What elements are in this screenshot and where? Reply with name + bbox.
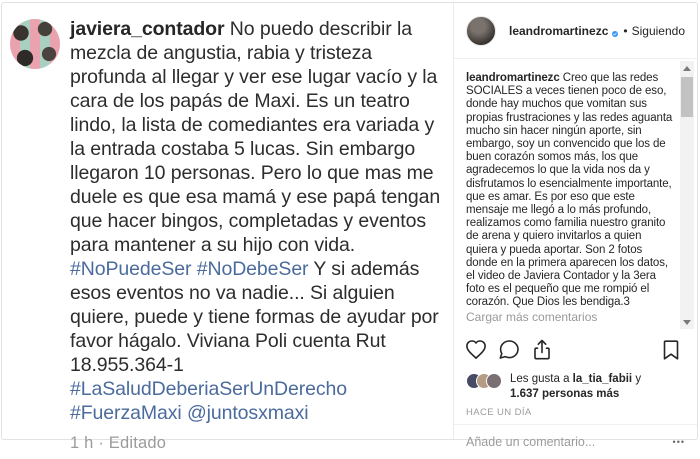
post-modal	[1, 2, 698, 452]
post-author-avatar	[10, 19, 60, 69]
add-comment-row	[454, 424, 697, 459]
commenter-username[interactable]: leandromartinezc	[509, 23, 609, 38]
scrollbar-up-arrow-icon[interactable]	[680, 61, 694, 75]
panel-header	[454, 3, 697, 59]
comments-panel	[454, 3, 697, 447]
load-more-comments-button[interactable]: Cargar más comentarios	[466, 309, 598, 324]
comment-text: Creo que las redes SOCIALES a veces tienen poco de eso, donde hay muchos que vomitan sus propias frustraciones y las redes aguanta mucho sin hacer ningún aporte, sin embargo, soy un convencido que los de buen corazón somos más, los que agradecemos lo que la vida nos da y disfrutamos lo esencialmente importante, que es amar. Es por eso que este mensaje me llegó a lo más profundo, realizamos como familia nuestro granito de arena y quiero invitarlos a quien quiera y pueda aportar. Son 2 fotos donde en la primera aparecen los datos, el video de Javiera Contador y la 3era foto es el pequeño que me rompió el corazón. Que Dios les bendiga.3	[466, 72, 673, 309]
more-options-button[interactable]: •••	[672, 436, 685, 447]
like-heart-icon[interactable]	[464, 338, 488, 362]
bookmark-icon[interactable]	[659, 338, 683, 362]
comment-bubble-icon[interactable]	[497, 338, 521, 362]
scrollbar-thumb[interactable]	[681, 77, 693, 117]
header-separator: •	[623, 23, 628, 38]
share-icon[interactable]	[530, 338, 554, 362]
liker-avatar	[486, 373, 502, 389]
likes-count-link[interactable]: 1.637 personas más	[510, 387, 620, 400]
likes-text	[510, 372, 641, 402]
verified-badge-icon	[612, 25, 618, 37]
likes-conjunction: y	[635, 372, 642, 385]
liker-name-link[interactable]: la_tia_fabii	[572, 372, 633, 385]
comments-scroll-area	[454, 59, 697, 334]
post-image-pane[interactable]	[2, 3, 454, 452]
post-age-label: HACE UN DÍA	[466, 406, 532, 418]
post-text: javiera_contador No puedo describir la mezcla de angustia, rabia y tristeza profunda al llegar y ver ese lugar vacío y la cara de los papás de Maxi. Es un teatro lindo, la lista de comediantes era variada y la entrada costaba 5 lucas. Sin embargo llegaron 10 personas. Pero lo que mas me duele es que esa mamá y ese papá tengan que hacer bingos, completadas y eventos para mantener a su hijo con vida. #NoPuedeSer #NoDebeSer Y si además esos eventos no va nadie... Si alguien quiere, puede y tiene formas de ayudar por favor hágalo. Viviana Poli cuenta Rut 18.955.364-1 #LaSaludDeberiaSerUnDerecho #FuerzaMaxi @juntosxmaxi	[70, 18, 441, 424]
comment-item	[466, 72, 674, 310]
liker-avatars[interactable]	[466, 373, 502, 389]
scrollbar[interactable]	[680, 61, 694, 329]
scrollbar-down-arrow-icon[interactable]	[680, 315, 694, 329]
likes-prefix: Les gusta a	[510, 372, 570, 385]
actions-bar	[454, 335, 697, 365]
likes-row	[454, 365, 697, 402]
following-button[interactable]: Siguiendo	[631, 23, 685, 38]
post-image-content	[10, 17, 445, 425]
comment-author[interactable]: leandromartinezc	[466, 72, 560, 84]
commenter-avatar[interactable]	[466, 16, 496, 46]
post-timestamp: 1 h · Editado	[70, 434, 167, 452]
add-comment-input[interactable]	[466, 435, 673, 449]
